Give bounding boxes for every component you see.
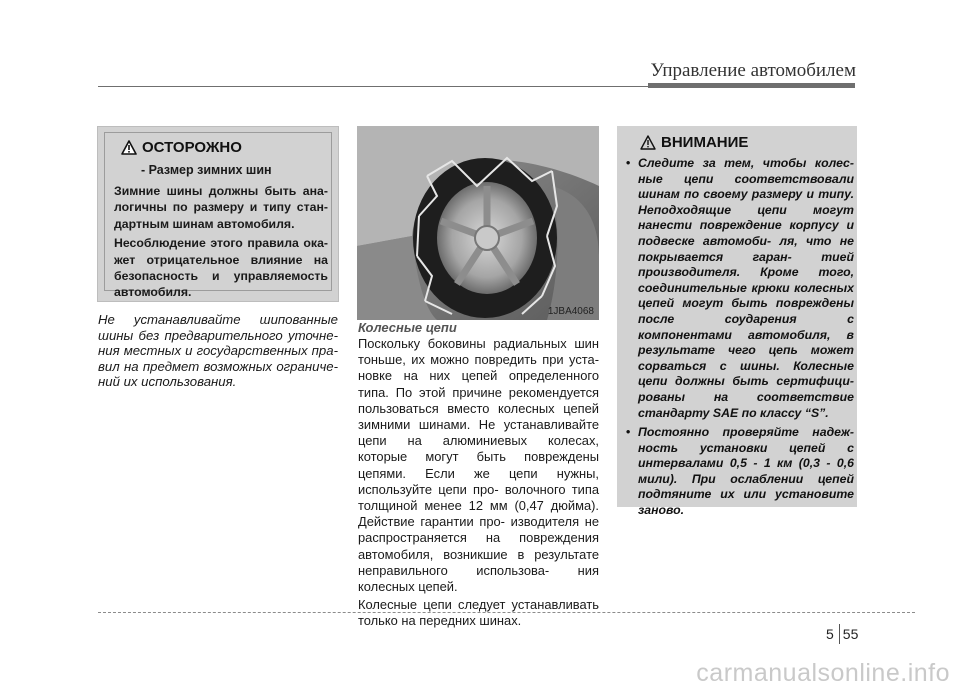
bullet-icon: • [626,156,631,170]
caution-body [114,183,328,304]
bullet-icon: • [626,425,631,440]
header-accent-bar [648,83,855,88]
notice-title: ВНИМАНИЕ [661,134,749,151]
photo-reference-code: 1JBA4068 [547,306,594,317]
tire-chain-illustration [357,126,599,320]
caution-paragraph: Зимние шины должны быть ана- логичны по размеру и типу стан- дартным шинам автомобиля. [114,184,328,231]
caution-title: ОСТОРОЖНО [142,139,242,156]
notice-item [621,425,854,519]
caution-title-row [121,139,242,156]
chapter-number: 5 [826,626,834,642]
section-paragraph: Колесные цепи следует устанавливать только на передних шинах. [358,597,599,629]
notice-item-text: Следите за тем, чтобы колес- ные цепи соответствовали шинам по своему размеру и типу. Неподходящие цепи могут нанести повреждение корпусу и подвеске автомоби- ля, что не покрывается гаран- тией производителя. Кроме того, соединительные крюки колесных цепей могут быть повреждены после соударения с компонентами автомобиля, в результате чего цепь может сорваться с шины. Колесные цепи должны быть сертифици- рованы на соответствие стандарту SAE по классу “S”. [638,156,854,420]
footer-rule [98,612,915,613]
section-paragraph: Поскольку боковины радиальных шин тоньше, их можно повредить при уста- новке на них цепей определенного типа. По этой причине рекомендуется пользоваться вместо колесных цепей зимними шинами. Не устанавливайте цепи на алюминиевых колесах, которые могут быть повреждены цепями. Если же цепи нужны, используйте цепи про- волочного типа толщиной менее 12 мм (0,47 дюйма). Действие гарантии про- изводителя не распространяется на повреждения автомобиля, возникшие в результате неправильного использова- ния колесных цепей. [358,336,599,595]
page-number-value: 55 [842,626,859,642]
notice-title-row [640,134,748,151]
notice-box [617,126,857,518]
page-number [826,626,858,642]
warning-triangle-icon [121,140,137,155]
warning-triangle-icon [640,135,656,150]
caution-box-frame [104,132,332,300]
caution-paragraph: Несоблюдение этого правила ока- жет отрицательное влияние на безопасность и управляемость автомобиля. [114,236,328,300]
notice-item [621,156,854,421]
notice-list [621,156,854,523]
page-header-title: Управление автомобилем [650,60,856,81]
caution-box [97,126,339,302]
notice-item-text: Постоянно проверяйте надеж- ность установки цепей с интервалами 0,5 - 1 км (0,3 - 0,6 мили). При ослаблении цепей подтяните их или установите заново. [638,425,854,518]
studded-tire-note: Не устанавливайте шипованные шины без предварительного уточне- ния местных и государственных пра- вил на предмет возможных ограниче- ний их использования. [98,312,338,389]
caution-subtitle: - Размер зимних шин [141,163,272,177]
watermark: carmanualsonline.info [696,659,950,687]
section-body [358,336,599,632]
tire-chain-photo [357,126,599,320]
section-title: Колесные цепи [358,320,457,335]
